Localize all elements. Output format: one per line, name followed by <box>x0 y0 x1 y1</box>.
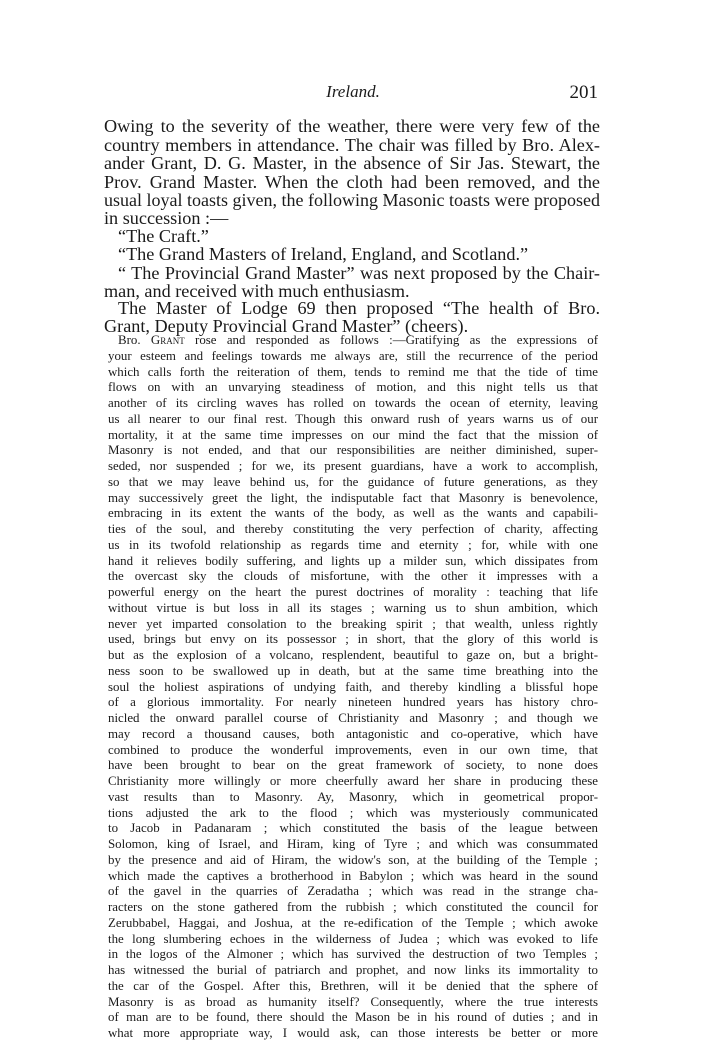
speech-block <box>108 333 598 1042</box>
body-line: man, and received with much enthusiasm. <box>104 281 410 301</box>
speech-line: racters on the stone gathered from the rubbish ; which constituted the council for <box>108 900 598 914</box>
speech-line: us all nearer to our final rest. Though this onward rush of years warns us of our <box>108 411 598 426</box>
speech-line: hand it relieves bodily suffering, and lights up a milder sun, which dissipates from <box>108 553 598 568</box>
speech-line: which calls forth the reiteration of them, tends to remind me that the tide of time <box>108 364 598 379</box>
speech-line: may successively greet the light, the indisputable fact that Masonry is benevolence, <box>108 490 598 505</box>
body-line: Prov. Grand Master. When the cloth had been removed, and the <box>104 172 600 192</box>
speech-line: but as the explosion of a volcano, resplendent, beautiful to gaze on, but a bright- <box>108 648 598 662</box>
speech-line: mortality, it at the same time impresses on our mind the fact that the mission of <box>108 427 598 442</box>
speech-lead-prefix: Bro. <box>118 333 151 347</box>
speech-line: without virtue is but loss in all its stages ; warning us to shun ambition, which <box>108 600 598 615</box>
speech-line: to Jacob in Padanaram ; which constituted the basis of the league between <box>108 821 598 836</box>
page-number: 201 <box>569 82 598 103</box>
toast-line: “The Craft.” <box>118 226 209 246</box>
body-line: country members in attendance. The chair was filled by Bro. Alex- <box>104 135 600 155</box>
body-line: “ The Provincial Grand Master” was next proposed by the Chair- <box>118 263 600 283</box>
speech-line: of a glorious immortality. For nearly nineteen hundred years has history chro- <box>108 695 598 710</box>
speech-line: soul the holiest aspirations of undying faith, and thereby kindling a blissful hope <box>108 679 598 694</box>
speech-line: embracing in its extent the wants of the body, as well as the wants and capabili- <box>108 506 598 521</box>
speech-line: ties of the soul, and thereby constituting the very perfection of charity, affecting <box>108 522 598 536</box>
speech-line: tions adjusted the ark to the flood ; which was mysteriously communicated <box>108 805 598 820</box>
body-line: in succession :— <box>104 208 229 228</box>
speech-line: vast results than to Masonry. Ay, Masonry, which in geometrical propor- <box>108 789 598 804</box>
speech-line: ness soon to be swallowed up in death, but at the same time breathing into the <box>108 663 598 678</box>
body-line: ander Grant, D. G. Master, in the absence of Sir Jas. Stewart, the <box>104 153 600 173</box>
speech-line: never yet imparted consolation to the breaking spirit ; that wealth, unless rightly <box>108 616 598 631</box>
speech-line: used, brings but envy on its possessor ; in short, that the glory of this world is <box>108 632 598 647</box>
speech-line: Masonry is not ended, and that our responsibilities are neither diminished, super- <box>108 443 598 458</box>
toast-line: “The Grand Masters of Ireland, England, and Scotland.” <box>118 244 529 264</box>
body-line: usual loyal toasts given, the following Masonic toasts were proposed <box>104 190 600 210</box>
speech-line: us in its twofold relationship as regards time and eternity ; for, while with one <box>108 537 598 552</box>
speech-line: powerful energy on the heart the purest doctrines of morality : teaching that life <box>108 585 598 599</box>
speech-line: which made the captives a brotherhood in Babylon ; which was heard in the sound <box>108 868 598 883</box>
speech-line: have been brought to bear on the great framework of society, to none does <box>108 758 598 773</box>
speech-line: by the presence and aid of Hiram, the widow's son, at the building of the Temple ; <box>108 852 598 867</box>
speech-line: flows on with an unvarying steadiness of motion, and this night tells us that <box>108 380 598 395</box>
speech-line: Masonry is as broad as humanity itself? Consequently, where the true interests <box>108 994 598 1009</box>
speech-line: combined to produce the wonderful improvements, even in our own time, that <box>108 742 598 757</box>
page-header <box>108 82 598 106</box>
body-line: Grant, Deputy Provincial Grand Master” (cheers). <box>104 316 469 336</box>
speech-line: the car of the Gospel. After this, Brethren, will it be denied that the sphere of <box>108 978 598 993</box>
speech-first-line <box>108 333 598 349</box>
body-line: The Master of Lodge 69 then proposed “The health of Bro. <box>118 298 600 318</box>
speech-line: seded, nor suspended ; for we, its present guardians, have a work to accomplish, <box>108 459 598 473</box>
speech-line: has witnessed the burial of patriarch and prophet, and now links its immortality to <box>108 963 598 977</box>
speech-line: your esteem and feelings towards me always are, still the recurrence of the period <box>108 348 598 363</box>
speech-line: Christianity more willingly or more cheerfully award her share in producing these <box>108 774 598 788</box>
speech-line: nicled the onward parallel course of Christianity and Masonry ; and though we <box>108 711 598 725</box>
speech-line: of the gavel in the quarries of Zeradatha ; which was read in the strange cha- <box>108 884 598 899</box>
speech-line: in the logos of the Almoner ; which has survived the destruction of two Temples ; <box>108 947 598 962</box>
speech-line: Zerubbabel, Haggai, and Joshua, at the re-edification of the Temple ; which awoke <box>108 915 598 930</box>
speech-lead-rest: rose and responded as follows :—Gratifying as the expressions of <box>184 333 598 347</box>
speech-line: what more appropriate way, I would ask, can those interests be better or more <box>108 1026 598 1040</box>
speech-line: the overcast sky the clouds of misfortune, with the other it impresses with a <box>108 569 598 584</box>
speech-line: of man are to be found, there should the Mason be in his round of duties ; and in <box>108 1010 598 1025</box>
speech-line: another of its circling waves has rolled on towards the ocean of eternity, leaving <box>108 396 598 410</box>
speech-line: may record a thousand causes, both antagonistic and co-operative, which have <box>108 726 598 741</box>
speech-lines <box>108 349 598 1042</box>
speech-line: the long slumbering echoes in the wilderness of Judea ; which was evoked to life <box>108 931 598 946</box>
speaker-name: Grant <box>150 333 185 347</box>
running-title: Ireland. <box>326 82 380 101</box>
body-line: Owing to the severity of the weather, there were very few of the <box>104 116 600 136</box>
speech-line: Solomon, king of Israel, and Hiram, king of Tyre ; and which was consummated <box>108 837 598 851</box>
speech-line: so that we may leave behind us, for the guidance of future generations, as they <box>108 474 598 489</box>
